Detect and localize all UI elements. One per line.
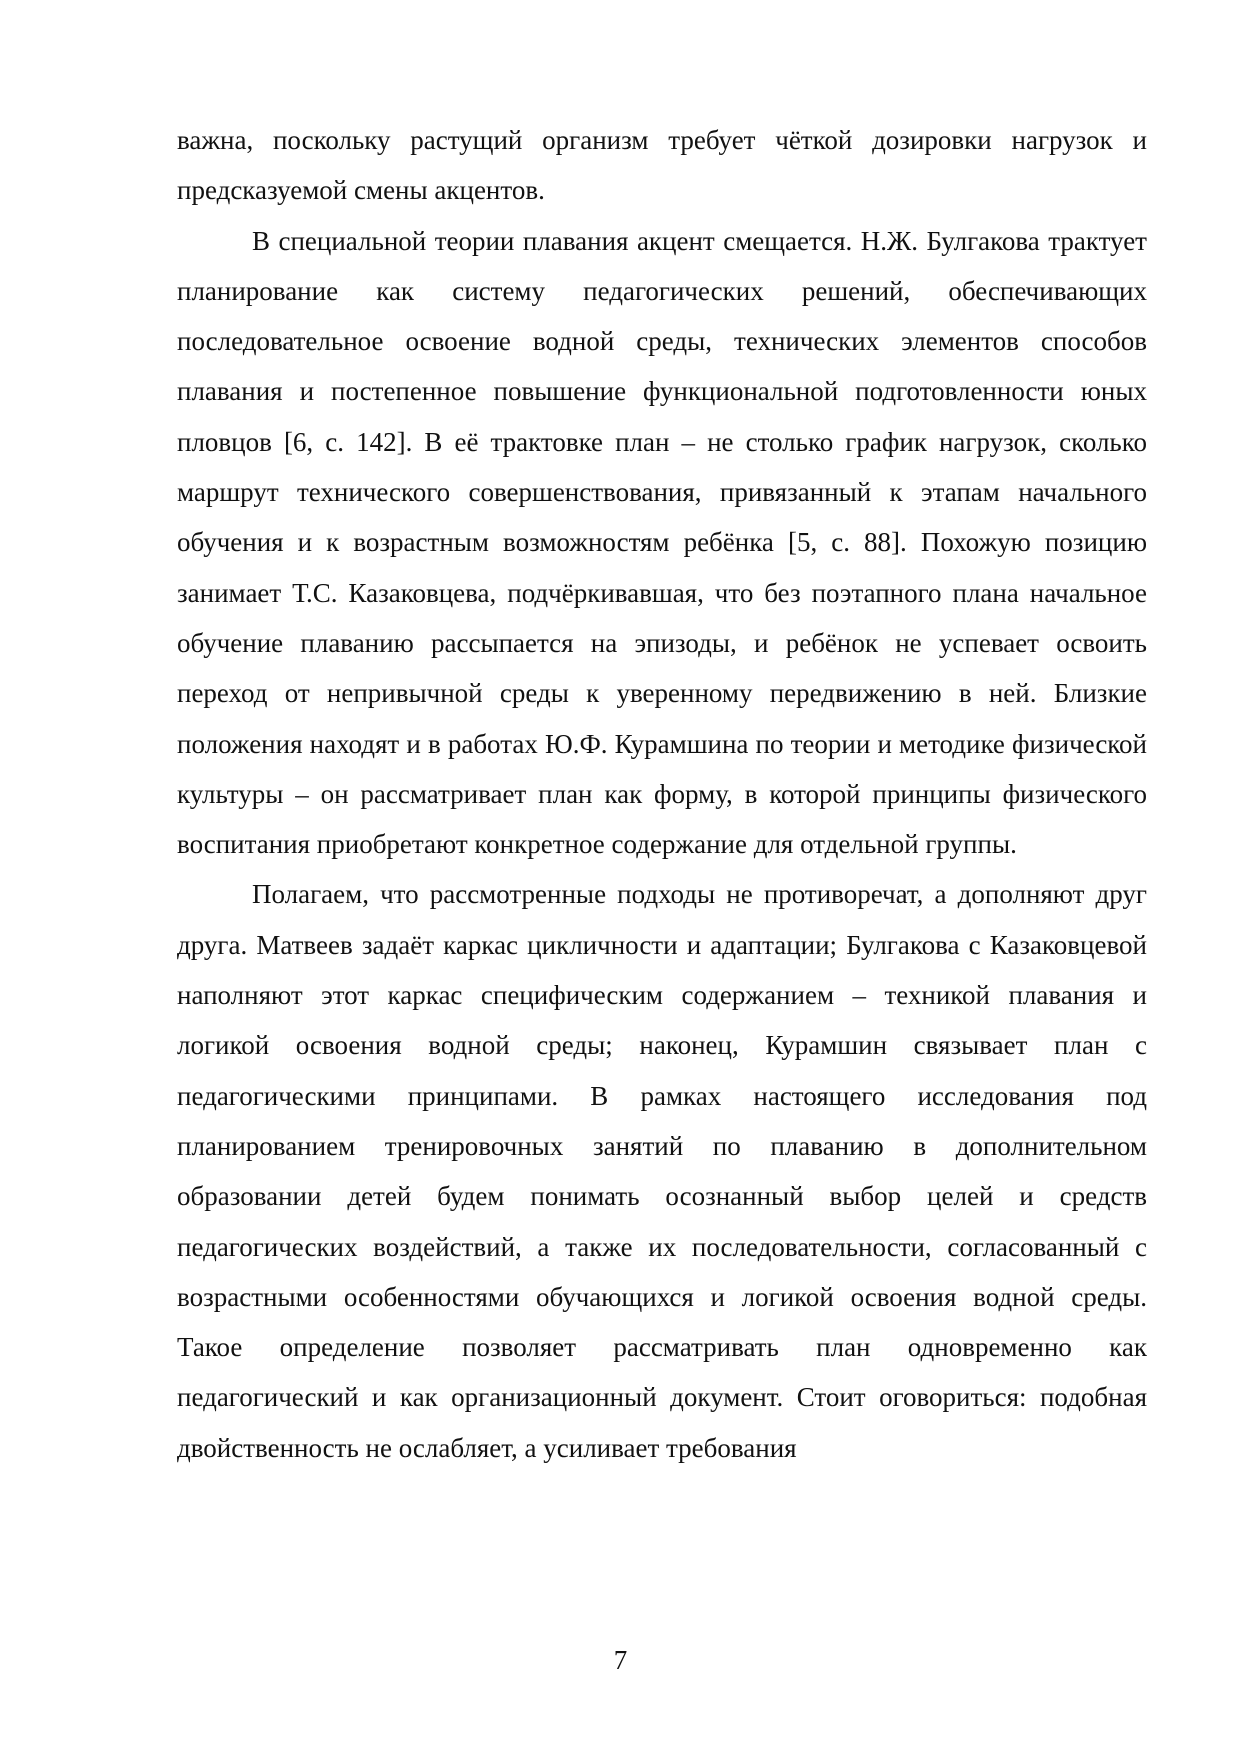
paragraph-continuation: важна, поскольку растущий организм требует чёткой дозировки нагрузок и предсказуемой смены акцентов.: [177, 125, 1147, 206]
page-number: 7: [613, 1645, 628, 1675]
paragraph-conclusion: Полагаем, что рассмотренные подходы не противоречат, а дополняют друг друга. Матвеев задаёт каркас цикличности и адаптации; Булгакова с Казаковцевой наполняют этот каркас специфическим содержанием – техникой плавания и логикой освоения водной среды; наконец, Курамшин связывает план с педагогическими принципами. В рамках настоящего исследования под планированием тренировочных занятий по плаванию в дополнительном образовании детей будем понимать осознанный выбор целей и средств педагогических воздействий, а также их последовательности, согласованный с возрастными особенностями обучающихся и логикой освоения водной среды. Такое определение позволяет рассматривать план одновременно как педагогический и как организационный документ. Стоит оговориться: подобная двойственность не ослабляет, а усиливает требования: [177, 879, 1147, 1463]
paragraph-swimming-theory: В специальной теории плавания акцент смещается. Н.Ж. Булгакова трактует планирование как систему педагогических решений, обеспечивающих последовательное освоение водной среды, технических элементов способов плавания и постепенное повышение функциональной подготовленности юных пловцов [6, с. 142]. В её трактовке план – не столько график нагрузок, сколько маршрут технического совершенствования, привязанный к этапам начального обучения и к возрастным возможностям ребёнка [5, с. 88]. Похожую позицию занимает Т.С. Казаковцева, подчёркивавшая, что без поэтапного плана начальное обучение плаванию рассыпается на эпизоды, и ребёнок не успевает освоить переход от непривычной среды к уверенному передвижению в ней. Близкие положения находят и в работах Ю.Ф. Курамшина по теории и методике физической культуры – он рассматривает план как форму, в которой принципы физического воспитания приобретают конкретное содержание для отдельной группы.: [177, 225, 1147, 860]
body-text: [177, 115, 1147, 1473]
